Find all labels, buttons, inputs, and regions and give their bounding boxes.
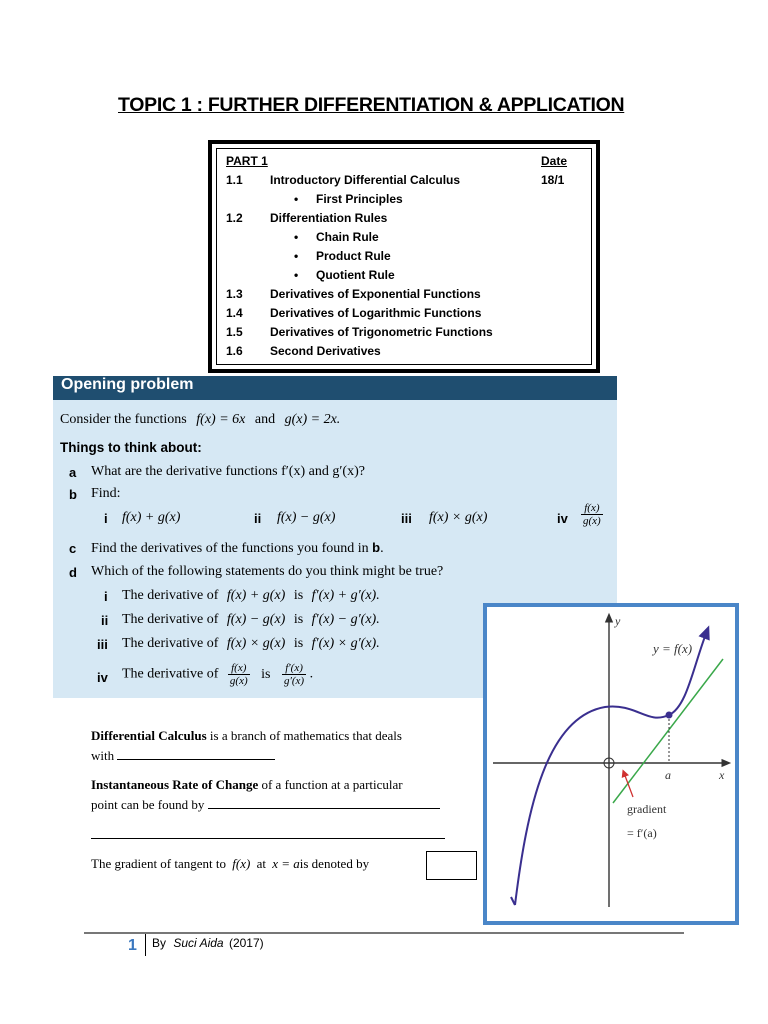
toc-num: 1.2 (226, 211, 243, 225)
toc-subitem: Chain Rule (316, 230, 379, 244)
bullet: • (294, 268, 299, 282)
dc-definition: Differential Calculus is a branch of mathematics that deals (91, 728, 402, 743)
point-of-tangency (666, 712, 673, 719)
footer-credit: By Suci Aida (2017) (152, 936, 264, 950)
toc-item: Introductory Differential Calculus (270, 173, 461, 187)
fraction: $\frac{f(x)}{g(x)}$ (583, 502, 601, 527)
gradient-statement: The gradient of tangent to f(x) at x = ais denoted by (91, 856, 370, 871)
think-heading: Things to think about: (60, 440, 202, 455)
question-label: d (69, 565, 77, 580)
x-axis-label: x (719, 768, 725, 782)
bullet: • (294, 249, 299, 263)
curve-tail (511, 897, 515, 905)
sub-label: ii (101, 613, 109, 628)
question-c-text: Find the derivatives of the functions you found in b. (91, 540, 384, 556)
footer-rule (84, 932, 684, 934)
question-label: c (69, 541, 77, 556)
consider-line: Consider the functions f(x) = 6x and g(x) = 2x. (60, 412, 341, 427)
expression: f(x) × g(x) (429, 510, 488, 525)
toc-subitem: Quotient Rule (316, 268, 395, 282)
sub-label: iv (97, 670, 108, 685)
toc-item: Derivatives of Exponential Functions (270, 287, 481, 301)
toc-subitem: First Principles (316, 192, 403, 206)
question-label: a (69, 465, 77, 480)
toc-date: 18/1 (541, 173, 565, 187)
graph-svg (487, 607, 735, 921)
toc-item: Second Derivatives (270, 344, 381, 358)
sub-label: iii (401, 511, 412, 526)
question-label: b (69, 487, 77, 502)
gradient-label: gradient (627, 802, 667, 816)
toc-item: Differentiation Rules (270, 211, 388, 225)
footer-separator (145, 934, 146, 956)
toc-num: 1.6 (226, 344, 243, 358)
statement: The derivative of f(x) + g(x) is f′(x) + g′(x). (122, 588, 380, 603)
sub-label: i (104, 589, 108, 604)
toc-item: Derivatives of Trigonometric Functions (270, 325, 493, 339)
toc-num: 1.1 (226, 173, 243, 187)
answer-box[interactable] (426, 851, 477, 880)
statement: The derivative of f(x) − g(x) is f′(x) − g′(x). (122, 612, 380, 627)
fill-blank[interactable] (117, 747, 275, 760)
irc-definition: Instantaneous Rate of Change of a function at a particular (91, 777, 403, 792)
question-a-text: What are the derivative functions f′(x) and g′(x)? (91, 464, 365, 479)
bullet: • (294, 230, 299, 244)
fill-blank[interactable] (208, 796, 440, 809)
sub-label: iv (557, 511, 568, 526)
sub-label: ii (254, 511, 262, 526)
page-title: TOPIC 1 : FURTHER DIFFERENTIATION & APPLICATION (118, 94, 625, 116)
contents-box (208, 140, 600, 373)
sub-label: i (104, 511, 108, 526)
gradient-equation: = f′(a) (627, 826, 657, 840)
tangent-graph (483, 603, 739, 925)
part-heading: PART 1 (226, 154, 268, 168)
question-b-text: Find: (91, 486, 121, 501)
panel-title: Opening problem (61, 376, 194, 393)
y-axis-label: y (615, 614, 621, 628)
toc-subitem: Product Rule (316, 249, 391, 263)
page-number: 1 (128, 937, 137, 954)
statement: The derivative of f(x) × g(x) is f′(x) × g′(x). (122, 636, 380, 651)
bullet: • (294, 192, 299, 206)
expression: f(x) − g(x) (277, 510, 336, 525)
toc-num: 1.3 (226, 287, 243, 301)
toc-num: 1.5 (226, 325, 243, 339)
irc-definition-line2: point can be found by (91, 796, 440, 813)
dc-definition-line2: with (91, 747, 275, 764)
expression: f(x) + g(x) (122, 510, 181, 525)
curve-label: y = f(x) (653, 641, 693, 656)
question-d-text: Which of the following statements do you think might be true? (91, 564, 444, 579)
gradient-arrow (624, 773, 633, 797)
fill-blank-line[interactable] (91, 838, 445, 839)
toc-item: Derivatives of Logarithmic Functions (270, 306, 482, 320)
statement: The derivative of $\frac{f(x)}{g(x)}$ is $\frac{f'(x)}{g'(x)}$ . (122, 662, 314, 687)
toc-num: 1.4 (226, 306, 243, 320)
sub-label: iii (97, 637, 108, 652)
panel-header (53, 376, 617, 400)
date-heading: Date (541, 154, 568, 168)
point-a-label: a (665, 768, 671, 782)
